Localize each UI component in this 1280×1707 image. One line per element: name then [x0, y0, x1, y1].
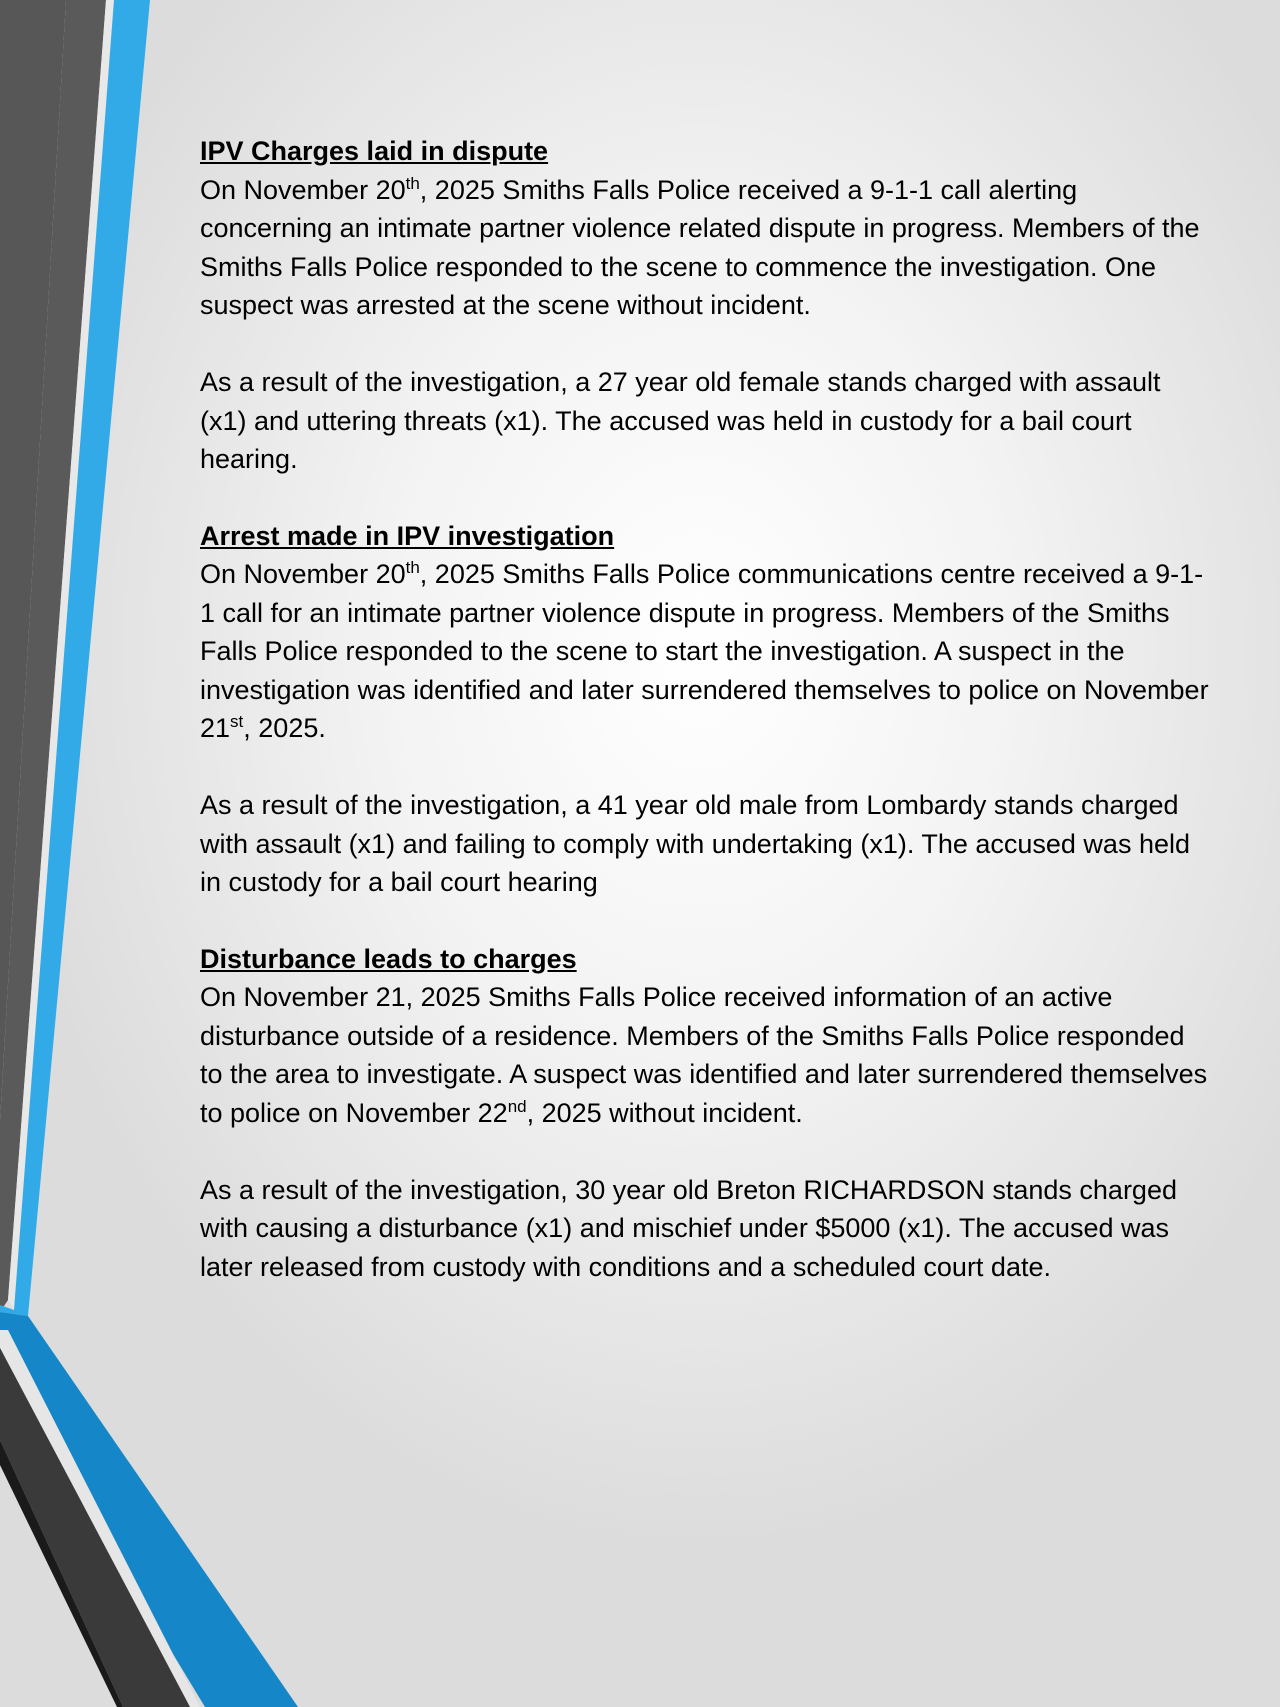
text-run: , 2025.	[243, 713, 326, 743]
ordinal-suffix: nd	[507, 1096, 527, 1116]
ordinal-suffix: th	[405, 173, 420, 193]
text-run: On November 20	[200, 559, 406, 589]
section-arrest-ipv	[200, 517, 1210, 902]
section-heading: IPV Charges laid in dispute	[200, 136, 549, 166]
text-run: On November 20	[200, 174, 406, 205]
text-run: On November 21, 2025 Smiths Falls Police received information of an active disturbance outside of a residence. Members of the Smiths Falls Police responded to the area to investigate. A suspect was identified and later surrendered themselves to police on November 22	[200, 982, 1208, 1128]
section-disturbance	[200, 940, 1210, 1287]
news-release-body	[200, 132, 1210, 1286]
section-paragraph: As a result of the investigation, 30 year old Breton RICHARDSON stands charged with causing a disturbance (x1) and mischief under $5000 (x1). The accused was later released from custody with conditions and a scheduled court date.	[200, 1174, 1177, 1282]
text-run: , 2025 Smiths Falls Police received a 9-1-1 call alerting concerning an intimate partner violence related dispute in progress. Members of the Smiths Falls Police responded to the scene to commence the investigation. One suspect was arrested at the scene without incident.	[200, 174, 1200, 320]
section-heading: Arrest made in IPV investigation	[200, 520, 615, 551]
section-paragraph	[200, 555, 1210, 748]
section-paragraph: As a result of the investigation, a 41 year old male from Lombardy stands charged with assault (x1) and failing to comply with undertaking (x1). The accused was held in custody for a bail court hearing	[200, 790, 1190, 897]
section-paragraph	[200, 171, 1210, 325]
section-paragraph: As a result of the investigation, a 27 year old female stands charged with assault (x1) and uttering threats (x1). The accused was held in custody for a bail court hearing.	[200, 367, 1161, 474]
section-ipv-charges	[200, 132, 1210, 479]
text-run: , 2025 without incident.	[526, 1097, 803, 1128]
ordinal-suffix: st	[230, 711, 244, 731]
section-paragraph	[200, 978, 1210, 1132]
ordinal-suffix: th	[405, 557, 420, 577]
text-run: , 2025 Smiths Falls Police communications centre received a 9-1-1 call for an intimate partner violence dispute in progress. Members of the Smiths Falls Police responded to the scene to start the investigation. A suspect in the investigation was identified and later surrendered themselves to police on November 21	[200, 559, 1209, 743]
section-heading: Disturbance leads to charges	[200, 943, 577, 974]
